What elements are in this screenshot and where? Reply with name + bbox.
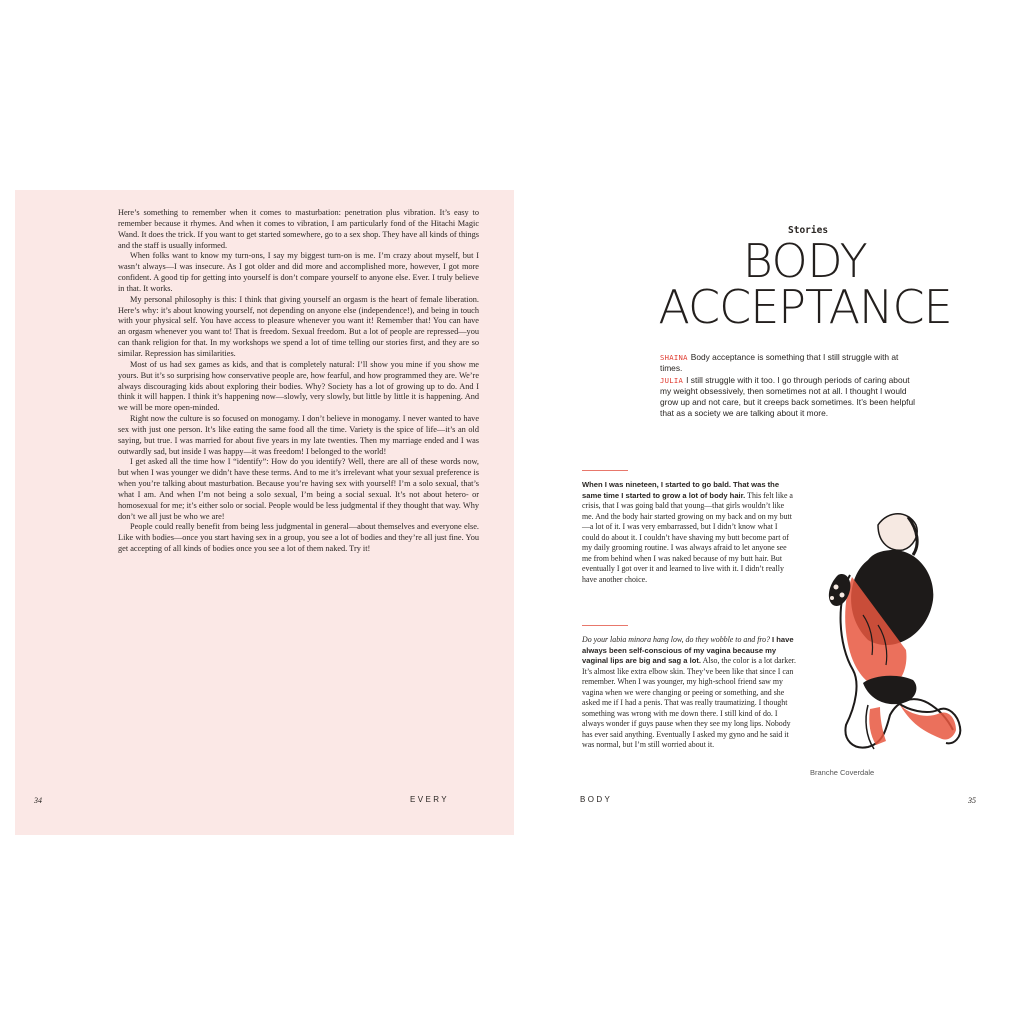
dialogue-block [660,352,916,421]
illustration [808,505,968,765]
running-head-left: EVERY [410,795,449,804]
story-2 [582,635,797,751]
title-line-1: BODY [742,234,868,288]
running-head-right: BODY [580,795,613,804]
page-number-left: 34 [34,796,42,805]
paragraph: Right now the culture is so focused on monogamy. I don’t believe in monogamy. I never wanted to have sex with just one person. It’s like eating the same food all the time. Variety is the spice of life—it’s an old saying, but true. I was married for about five years in my late twenties. Then my marriage ended and I was outwardly sad, but inside I was happy—it was freedom! I belonged to the world! [118,414,479,456]
story-question: Do your labia minora hang low, do they wobble to and fro? [582,635,771,644]
page-title [640,234,970,334]
page-number-right: 35 [968,796,976,805]
dialogue-text: Body acceptance is something that I still struggle with at times. [660,352,899,374]
speaker-name: SHAINA [660,353,688,362]
section-kicker: Stories [788,225,829,236]
story-1 [582,480,797,585]
dialogue-text: I still struggle with it too. I go through periods of caring about my weight obsessively, then sometimes not at all. I thought I would grow up and not care, but it creeps back sometimes. It’s been helpful that as a society we are talking about it more. [660,375,915,419]
story-body: Also, the color is a lot darker. It’s almost like extra elbow skin. They’ve been like that since I can remember. When I was younger, my high-school friend saw my vagina when we were changing or peeing or something, and she asked me if I had a penis. That was really traumatizing. I thought something was wrong with me down there. I still kind of do. I always wonder if guys pause when they see my long lips. Nobody has ever said anything. Eventually I asked my gyno and he said it was normal, but I’m still worried about it. [582,656,796,749]
story-lead: I have always been self-conscious of my vagina because my vaginal lips are big and sag a lot. [582,635,794,665]
paragraph: People could really benefit from being less judgmental in general—about themselves and everyone else. Like with bodies—once you start having sex in a group, you see a lot of bodies and they’re all just fine. You get accepting of all kinds of bodies once you see a lot of them naked. Try it! [118,522,479,554]
paragraph: My personal philosophy is this: I think that giving yourself an orgasm is the heart of female liberation. Here’s why: it’s about knowing yourself, not depending on anyone else (independence!), and being in touch with your physical self. You have access to pleasure whenever you want it! Remember that! You can have an orgasm whenever you want to! That is freedom. Sexual freedom. But a lot of people are repressed—you can thank religion for that. In my workshops we spend a lot of time telling our stories first, and they are so similar. Repression has similarities. [118,294,479,358]
paragraph: Here’s something to remember when it comes to masturbation: penetration plus vibration. It’s easy to remember because it rhymes. And when it comes to vibration, I am particularly fond of the Hitachi Magic Wand. It does the trick. If you want to get started somewhere, go to a sex shop. They have all kinds of things and the staff is usually informed. [118,208,479,250]
story-body: This felt like a crisis, that I was going bald that young—that girls wouldn’t like me. And the body hair started growing on my back and on my butt—a lot of it. I was very embarrassed, but I didn’t know what I could do about it. I couldn’t have shaving my butt become part of my daily grooming routine. I was always afraid to let anyone see me from behind when I was naked because of my butt hair. But eventually I got over it and learned to live with it. I didn’t really have another choice. [582,490,793,584]
dialogue-line [660,352,916,374]
title-line-2: ACCEPTANCE [658,280,952,334]
paragraph: I get asked all the time how I “identify”: How do you identify? Well, there are all of these words now, but when I was younger we didn’t have these terms. And to me it’s irrelevant what your sexual preference is when you’re talking about masturbation. Because you’re having sex with yourself! I’m a solo sexual, that’s what I am. And when I’m not being a solo sexual, I’m being a social sexual. It’s not about hetero- or homosexual for me; it’s either solo or social. People would be less judgmental if they thought that way. Why don’t we all just be who we are! [118,457,479,521]
paragraph: Most of us had sex games as kids, and that is completely natural: I’ll show you mine if you show me yours. But it’s so surprising how conservative people are, how fearful, and how programmed they are. We’re always discouraging kids about exploring their bodies. Why? Society has a lot of growing up to do. And I think it will happen. I think it’s happening now—slowly, very slowly, but little by little it is happening. And we will be more open-minded. [118,359,479,413]
left-page-body [118,208,479,555]
paragraph: When folks want to know my turn-ons, I say my biggest turn-on is me. I’m crazy about myself, but I wasn’t always—I was insecure. As I got older and did more and accomplished more, however, I got more confident. A good tip for getting into yourself is don’t compare yourself to anyone else. Ever. I truly believe in that. It works. [118,251,479,293]
speaker-name: JULIA [660,376,684,386]
dialogue-line [660,375,916,419]
illustration-caption: Branche Coverdale [810,768,875,777]
divider-rule [582,625,628,626]
story-lead: When I was nineteen, I started to go bald. That was the same time I started to grow a lot of body hair. [582,480,780,500]
divider-rule [582,470,628,471]
